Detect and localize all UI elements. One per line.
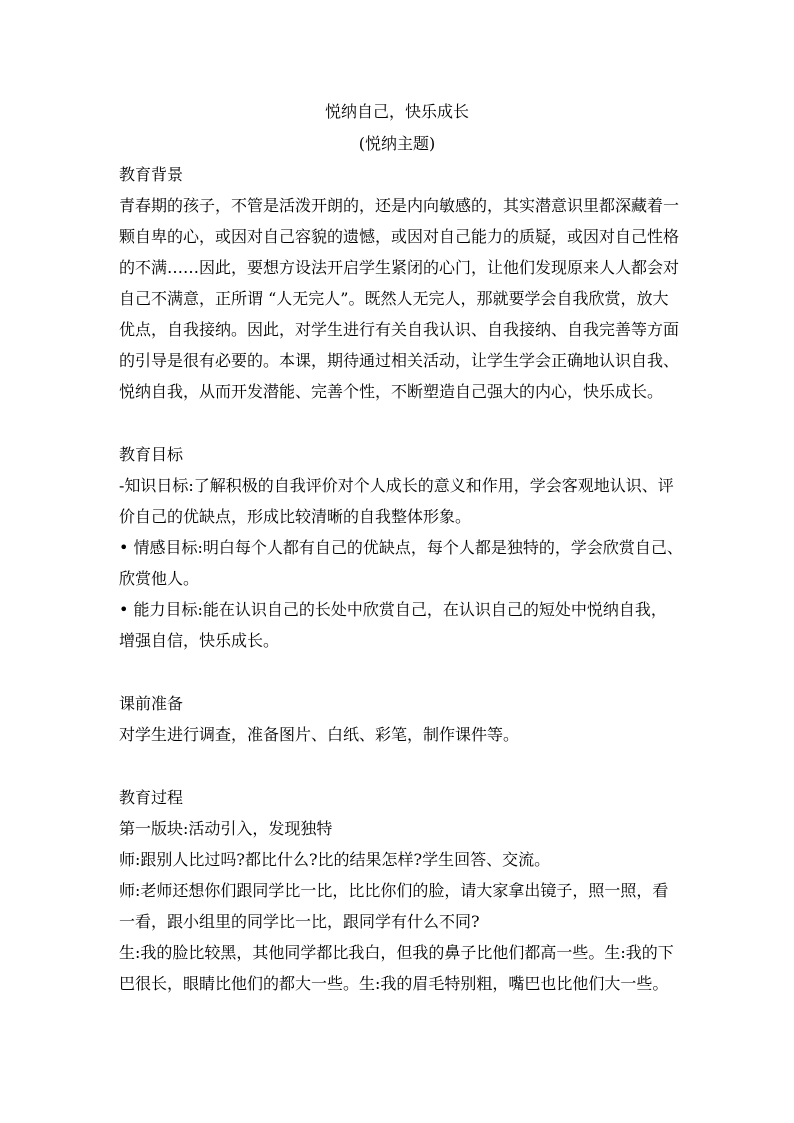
paragraph-line: 颗自卑的心，或因对自己容貌的遗憾，或因对自己能力的质疑，或因对自己性格: [119, 227, 680, 246]
paragraph-line: 的引导是很有必要的。本课，期待通过相关活动，让学生学会正确地认识自我、: [119, 351, 680, 370]
paragraph-line: 的不满……因此，要想方设法开启学生紧闭的心门，让他们发现原来人人都会对: [119, 258, 680, 277]
process-line: 师:老师还想你们跟同学比一比，比比你们的脸，请大家拿出镜子，照一照，看: [119, 881, 669, 900]
section-heading-process: 教育过程: [119, 788, 184, 807]
goal-line: • 情感目标:明白每个人都有自己的优缺点，每个人都是独特的，学会欣赏自己、: [119, 538, 683, 557]
paragraph-line: 悦纳自我，从而开发潜能、完善个性，不断塑造自己强大的内心，快乐成长。: [119, 382, 664, 401]
process-line: 生:我的脸比较黑，其他同学都比我白，但我的鼻子比他们都高一些。生:我的下: [119, 943, 674, 962]
section-heading-prep: 课前准备: [119, 694, 184, 713]
prep-line: 对学生进行调查，准备图片、白纸、彩笔，制作课件等。: [119, 725, 520, 744]
paragraph-line: 优点，自我接纳。因此，对学生进行有关自我认识、自我接纳、自我完善等方面: [119, 320, 680, 339]
process-line: 师:跟别人比过吗?都比什么?比的结果怎样?学生回答、交流。: [119, 850, 551, 869]
process-line: 巴很长，眼睛比他们的都大一些。生:我的眉毛特别粗，嘴巴也比他们大一些。: [119, 974, 669, 993]
goal-line: 价自己的优缺点，形成比较清晰的自我整体形象。: [119, 507, 472, 526]
paragraph-line: 青春期的孩子，不管是活泼开朗的，还是内向敏感的，其实潜意识里都深藏着一: [119, 196, 680, 215]
goal-line: -知识日标:了解积极的自我评价对个人成长的意义和作用，学会客观地认识、评: [119, 476, 674, 495]
document-title: 悦纳自己，快乐成长: [324, 102, 469, 121]
section-heading-background: 教育背景: [119, 165, 184, 184]
goal-line: 欣赏他人。: [119, 569, 200, 588]
goal-line: 增强自信，快乐成长。: [119, 631, 280, 650]
document-subtitle: (悦纳主题): [358, 134, 436, 153]
goal-line: • 能力目标:能在认识自己的长处中欣赏自己，在认识自己的短处中悦纳自我，: [119, 600, 667, 619]
section-heading-goals: 教育目标: [119, 445, 184, 464]
process-line: 第一版块:活动引入，发现独特: [119, 819, 333, 838]
paragraph-line: 自己不满意，正所谓 “人无完人”。既然人无完人，那就要学会自我欣赏，放大: [119, 289, 669, 308]
process-line: 一看，跟小组里的同学比一比，跟同学有什么不同?: [119, 912, 480, 931]
